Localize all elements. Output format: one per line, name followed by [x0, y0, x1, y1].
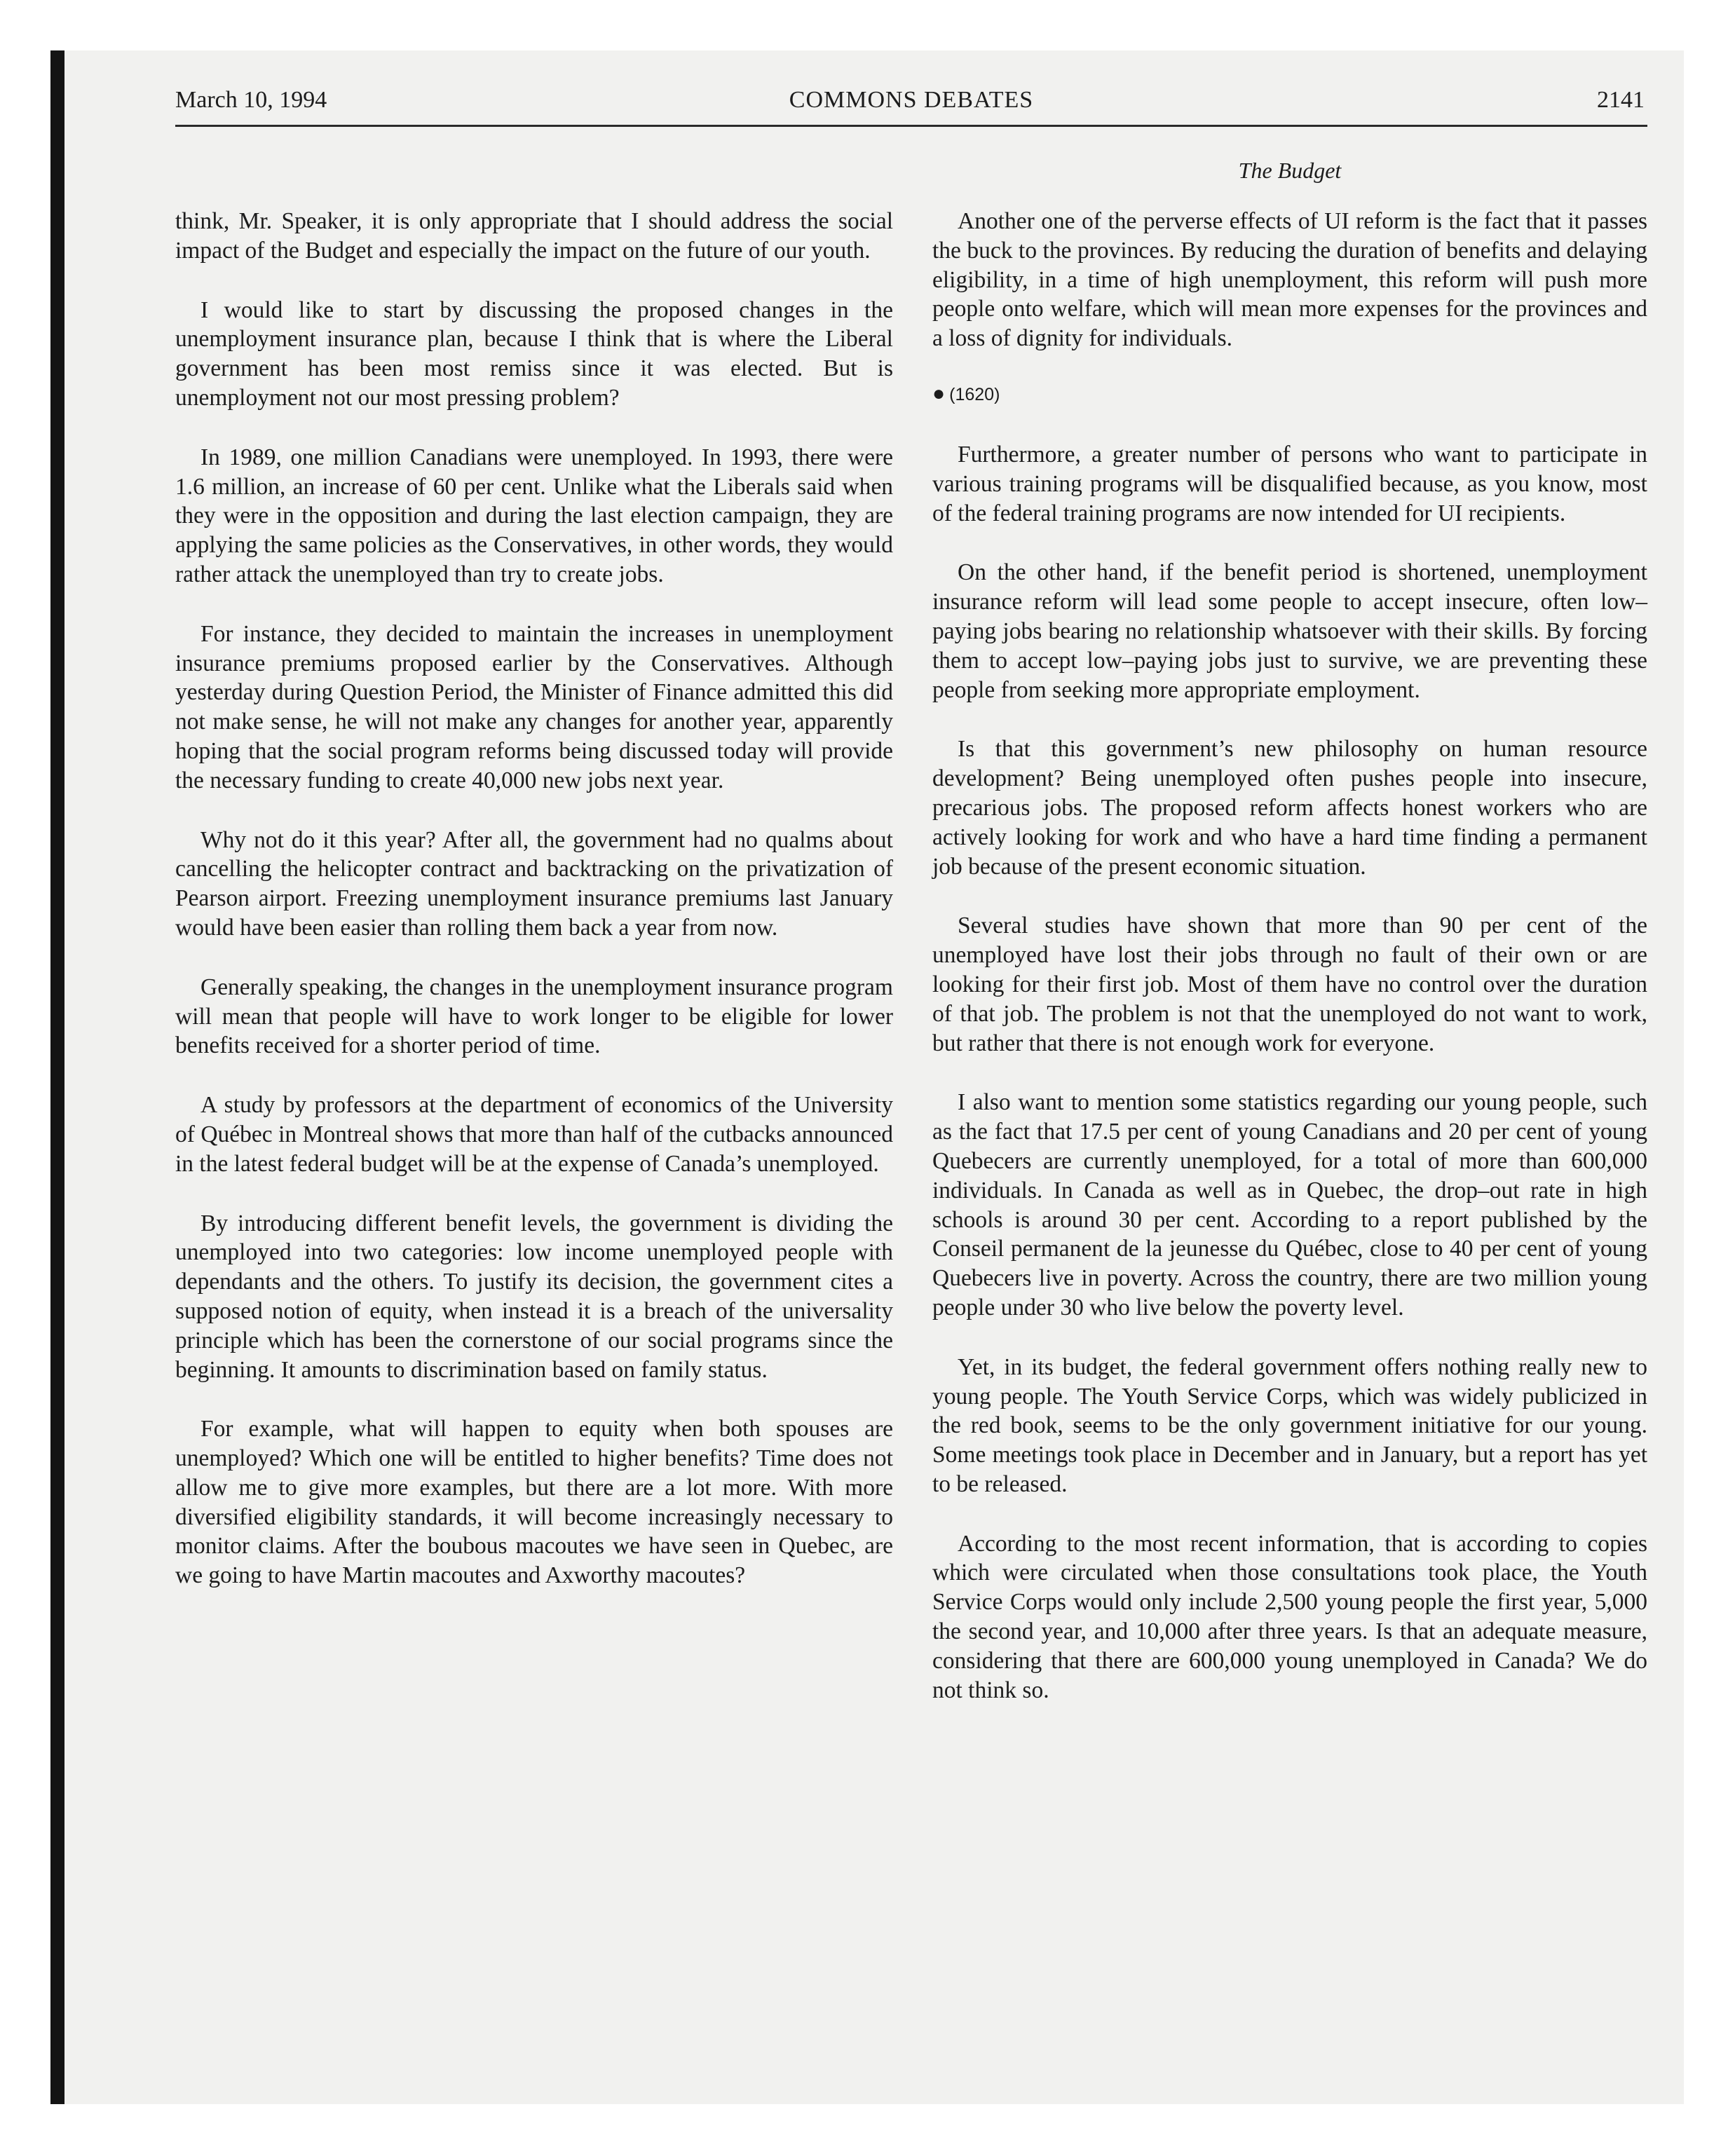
time-marker: [932, 383, 1647, 405]
left-column: [175, 207, 893, 1621]
paragraph: For instance, they decided to maintain the increases in unemployment insurance premiums proposed earlier by the Conservatives. Although yesterday during Question Period, the Minister of Finance admitted this did not make sense, he will not make any changes for another year, apparently hoping that the social program reforms being discussed today will provide the necessary funding to create 40,000 new jobs next year.: [175, 620, 893, 793]
paragraph: For example, what will happen to equity when both spouses are unemployed? Which one will be entitled to higher benefits? Time does not allow me to give more examples, but there are a lot more. With more diversified eligibility standards, it will become increasingly necessary to monitor claims. After the boubous macoutes we have seen in Quebec, are we going to have Martin macoutes and Axworthy macoutes?: [175, 1416, 893, 1589]
paragraph: Why not do it this year? After all, the government had no qualms about cancelling the helicopter contract and backtracking on the privatization of Pearson airport. Freezing unemployment insurance premiums last January would have been easier than rolling them back a year from now.: [175, 826, 893, 941]
paragraph: Is that this government’s new philosophy on human resource development? Being unemployed often pushes people into insecure, precarious jobs. The proposed reform affects honest workers who are actively looking for work and who have a hard time finding a permanent job because of the present economic situation.: [932, 736, 1647, 880]
paragraph: think, Mr. Speaker, it is only appropriate that I should address the social impact of the Budget and especially the impact on the future of our youth.: [175, 208, 893, 264]
paragraph: I would like to start by discussing the proposed changes in the unemployment insurance plan, because I think that is where the Liberal government has been most remiss since it was elected. But is unemployment not our most pressing problem?: [175, 296, 893, 411]
paragraph: Furthermore, a greater number of persons who want to participate in various training programs will be disqualified because, as you know, most of the federal training programs are now intended for UI recipients.: [932, 441, 1647, 526]
paragraph: I also want to mention some statistics regarding our young people, such as the fact that 17.5 per cent of young Canadians and 20 per cent of young Quebecers are currently unemployed, for a total of more than 600,000 individuals. In Canada as well as in Quebec, the drop–out rate in high schools is around 30 per cent. According to a report published by the Conseil permanent de la jeunesse du Québec, close to 40 per cent of young Quebecers live in poverty. Across the country, there are two million young people under 30 who live below the poverty level.: [932, 1089, 1647, 1321]
scan-edge-bar: [50, 50, 64, 2104]
paragraph: Yet, in its budget, the federal government offers nothing really new to young people. The Youth Service Corps, which was widely publicized in the red book, seems to be the only government initiative for our young. Some meetings took place in December and in January, but a report has yet to be released.: [932, 1353, 1647, 1497]
page-header: [175, 86, 1647, 127]
bullet-icon: ●: [932, 381, 946, 405]
paragraph: In 1989, one million Canadians were unemployed. In 1993, there were 1.6 million, an increase of 60 per cent. Unlike what the Liberals said when they were in the opposition and during the last election campaign, they are applying the same policies as the Conservatives, in other words, they would rather attack the unemployed than try to create jobs.: [175, 444, 893, 587]
section-label: The Budget: [1238, 158, 1342, 183]
header-page-number: 2141: [1597, 87, 1645, 113]
time-marker-text: (1620): [949, 384, 1000, 404]
right-column: [932, 207, 1647, 1735]
header-title: COMMONS DEBATES: [789, 87, 1034, 113]
paragraph: Several studies have shown that more than 90 per cent of the unemployed have lost their jobs through no fault of their own or are looking for their first job. Most of them have no control over the duration of that job. The problem is not that the unemployed do not want to work, but rather that there is not enough work for everyone.: [932, 913, 1647, 1056]
header-date: March 10, 1994: [175, 87, 327, 113]
paragraph: On the other hand, if the benefit period is shortened, unemployment insurance reform will lead some people to accept insecure, often low–paying jobs bearing no relationship whatsoever with their skills. By forcing them to accept low–paying jobs just to survive, we are preventing these people from seeking more appropriate employment.: [932, 559, 1647, 703]
paragraph: Another one of the perverse effects of UI reform is the fact that it passes the buck to the provinces. By reducing the duration of benefits and delaying eligibility, in a time of high unemployment, this reform will push more people onto welfare, which will mean more expenses for the provinces and a loss of dignity for individuals.: [932, 208, 1647, 352]
paragraph: By introducing different benefit levels, the government is dividing the unemployed into two categories: low income unemployed people with dependants and the others. To justify its decision, the government cites a supposed notion of equity, when instead it is a breach of the universality principle which has been the cornerstone of our social programs since the beginning. It amounts to discrimination based on family status.: [175, 1210, 893, 1383]
paragraph: A study by professors at the department of economics of the University of Québec in Montreal shows that more than half of the cutbacks announced in the latest federal budget will be at the expense of Canada’s unemployed.: [175, 1092, 893, 1177]
paragraph: According to the most recent information, that is according to copies which were circulated when those consultations took place, the Youth Service Corps would only include 2,500 young people the first year, 5,000 the second year, and 10,000 after three years. Is that an adequate measure, considering that there are 600,000 young unemployed in Canada? We do not think so.: [932, 1530, 1647, 1703]
paragraph: Generally speaking, the changes in the unemployment insurance program will mean that people will have to work longer to be eligible for lower benefits received for a shorter period of time.: [175, 974, 893, 1059]
